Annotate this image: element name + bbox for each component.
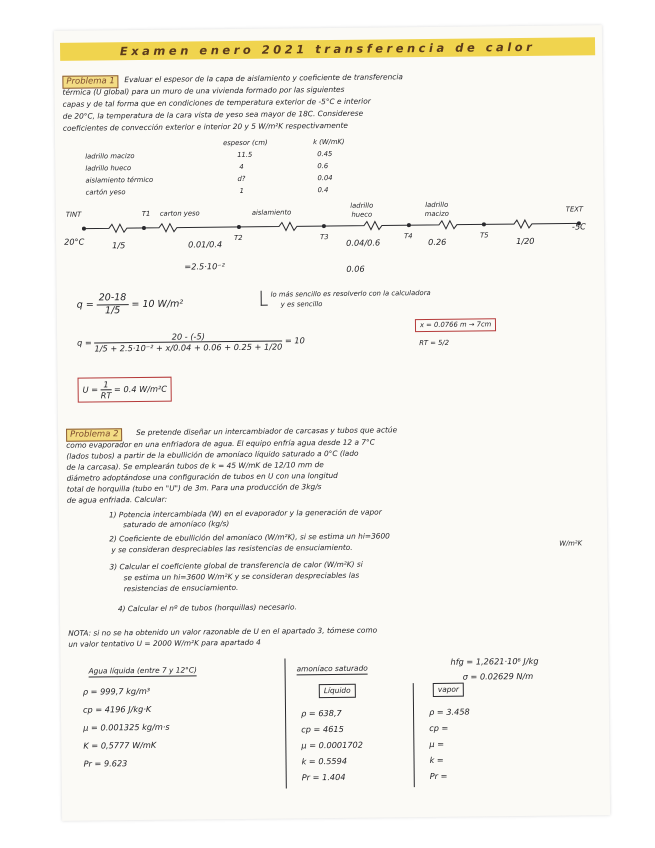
exam-title: Examen enero 2021 transferencia de calor	[60, 37, 595, 61]
vapor-property: ρ = 3.458	[428, 706, 470, 717]
problem2-text-line: de la carcasa). Se emplearán tubos de k = 45 W/mK de 12/10 mm de	[66, 460, 324, 472]
left-temperature: 20°C	[64, 236, 85, 247]
node-label: T4	[404, 232, 413, 241]
vapor-label: vapor	[433, 683, 464, 697]
result-rt: RT = 5/2	[419, 338, 450, 348]
resistance-value: 0.06	[346, 263, 365, 274]
problem1-text-line: Evaluar el espesor de la capa de aislamiento y coeficiente de transferencia	[124, 72, 403, 85]
arrow-note-line: y es sencillo	[280, 300, 323, 309]
table-header-espesor: espesor (cm)	[223, 138, 268, 148]
eq1-denominator: 1/5	[104, 305, 121, 317]
eq1-numerator: 20-18	[97, 292, 129, 305]
result-x-box: x = 0.0766 m → 7cm	[415, 318, 496, 332]
material-name: cartón yeso	[85, 188, 126, 197]
node-label: T3	[320, 233, 329, 242]
question-item: 1) Potencia intercambiada (W) en el evaporador y la generación de vapor	[108, 507, 382, 520]
vapor-property: Pr =	[429, 770, 448, 781]
u-fraction	[101, 379, 112, 400]
eq2-den-part: x/0.04	[165, 342, 192, 353]
note-line: un valor tentativo U = 2000 W/m²K para apartado 4	[68, 637, 261, 649]
right-temperature: -5C	[571, 221, 586, 232]
vapor-property: μ =	[429, 738, 445, 749]
problem1-text-line: de 20°C, la temperatura de la cara vista de yeso sea mayor de 18C. Considerese	[62, 108, 364, 121]
problem2-text-line: de agua enfriada. Calcular:	[66, 494, 168, 505]
arrow-note-icon	[261, 291, 268, 306]
node-label: T2	[234, 233, 243, 243]
material-name: ladrillo macizo	[85, 152, 135, 161]
hi-margin-unit: W/m²K	[559, 539, 583, 548]
eq2-lhs: q =	[77, 337, 92, 348]
node-t2	[237, 225, 241, 229]
eq2-numerator: 20 - (-5)	[94, 331, 282, 344]
resistance-value: 0.01/0.4	[188, 239, 223, 250]
question-item: y se consideran despreciables las resistencias de ensuciamiento.	[111, 542, 353, 555]
question-item: se estima un hi=3600 W/m²K y se consideran despreciables las	[123, 570, 360, 583]
problem2-text-line: como evaporador en una enfriadora de agua. El equipo enfría agua desde 12 a 7°C	[66, 437, 375, 450]
water-heading: Agua líquida (entre 7 y 12°C)	[88, 665, 197, 676]
eq2-den-part: 1/5	[94, 343, 108, 354]
node-tint	[82, 227, 86, 231]
eq2-rhs: = 10	[284, 335, 305, 346]
resistance-value: 0.26	[428, 236, 447, 247]
problem2-text-line: Se pretende diseñar un intercambiador de carcasas y tubos que actúe	[136, 425, 398, 438]
eq2-den-part: + 2.5·10⁻² +	[110, 342, 163, 354]
resistance-line	[84, 219, 579, 232]
problem1-text-line: térmica (U global) para un muro de una vivienda formado por las siguientes	[62, 84, 345, 97]
water-property: cp = 4196 J/kg·K	[82, 703, 152, 715]
exam-page	[54, 25, 610, 821]
vapor-property: k =	[429, 754, 444, 765]
question-item: resistencias de ensuciamiento.	[123, 582, 239, 594]
u-lhs: U =	[82, 384, 99, 395]
problem1-label: Problema 1	[62, 75, 119, 89]
problem2-label: Problema 2	[66, 428, 123, 442]
question-item: 4) Calcular el nº de tubos (horquillas) necesario.	[117, 602, 297, 614]
equation-2	[77, 330, 305, 353]
diagram-label: T1	[141, 209, 151, 218]
question-item: 3) Calcular el coeficiente global de transferencia de calor (W/m²K) si	[109, 559, 363, 572]
material-espesor: d?	[237, 174, 246, 183]
u-rhs: = 0.4 W/m²C	[113, 383, 167, 395]
problem2-text-line: diámetro adoptándose una configuración de tubos en U con una longitud	[66, 470, 338, 483]
resistance-value: =2.5·10⁻²	[184, 261, 225, 272]
resistance-value: 1/5	[112, 240, 126, 251]
column-divider	[284, 659, 286, 789]
material-k: 0.45	[317, 149, 333, 159]
material-k: 0.4	[317, 186, 329, 195]
liquid-property: cp = 4615	[301, 723, 344, 735]
u-denominator: RT	[100, 390, 112, 401]
eq2-denominator	[94, 342, 282, 354]
note-line: NOTA: si no se ha obtenido un valor razonable de U en el apartado 3, tómese como	[68, 625, 378, 638]
diagram-label: aislamiento	[251, 208, 292, 217]
material-espesor: 1	[239, 186, 244, 195]
node-t4	[407, 223, 411, 227]
column-divider	[413, 683, 415, 787]
water-property: ρ = 999,7 kg/m³	[82, 685, 151, 697]
eq2-den-part: + 0.06 + 0.25 +	[193, 341, 262, 353]
material-k: 0.6	[317, 162, 329, 171]
liquid-property: μ = 0.0001702	[301, 739, 363, 751]
diagram-label: TINT	[65, 210, 82, 219]
liquid-property: ρ = 638,7	[300, 707, 342, 719]
water-property: μ = 0.001325 kg/m·s	[83, 721, 170, 733]
u-numerator: 1	[101, 379, 112, 390]
question-item: 2) Coeficiente de ebullición del amoníaco (W/m²K), si se estima un hi=3600	[109, 531, 390, 544]
table-header-k: k (W/mK)	[313, 137, 345, 147]
arrow-note-line: lo más sencillo es resolverlo con la calculadora	[270, 288, 431, 299]
ammonia-heading: amoníaco saturado	[296, 663, 368, 674]
material-espesor: 4	[239, 162, 244, 171]
material-espesor: 11.5	[237, 150, 253, 159]
question-item: saturado de amoníaco (kg/s)	[123, 519, 230, 530]
eq1-fraction	[97, 292, 129, 317]
liquid-property: Pr = 1.404	[301, 771, 346, 783]
equation-1	[77, 292, 184, 318]
eq1-lhs: q =	[76, 299, 94, 311]
diagram-label: carton yeso	[159, 209, 200, 218]
ammonia-sigma: σ = 0.02629 N/m	[462, 670, 534, 682]
material-k: 0.04	[317, 173, 333, 183]
node-t3	[322, 224, 326, 228]
eq1-rhs: = 10 W/m²	[131, 298, 184, 311]
problem1-text-line: coeficientes de convección exterior e interior 20 y 5 W/m²K respectivamente	[62, 120, 348, 133]
diagram-label: ladrillo hueco	[350, 201, 374, 219]
vapor-property: cp =	[429, 722, 449, 733]
eq2-fraction	[94, 331, 282, 354]
diagram-label: ladrillo macizo	[424, 200, 449, 219]
problem2-text-line: total de horquilla (tubo en "U") de 3m. Para una producción de 3kg/s	[66, 482, 322, 494]
node-t1	[142, 226, 146, 230]
problem2-text-line: (lados tubos) a partir de la ebullición de amoníaco líquido saturado a 0°C (lado	[66, 448, 359, 461]
water-property: Pr = 9.623	[83, 758, 128, 769]
problem1-text-line: capas y de tal forma que en condiciones de temperatura exterior de -5°C e interior	[62, 96, 371, 109]
water-property: K = 0,5777 W/mK	[83, 739, 157, 751]
diagram-label: TEXT	[565, 205, 584, 214]
liquid-property: k = 0.5594	[301, 755, 348, 767]
material-name: aislamiento térmico	[85, 175, 154, 185]
ammonia-hfg: hfg = 1,2621·10⁶ J/kg	[450, 655, 539, 667]
u-result-box	[78, 377, 173, 403]
eq2-den-part: 1/20	[263, 341, 283, 352]
node-label: T5	[480, 231, 489, 240]
liquid-label: Líquido	[319, 684, 356, 698]
resistance-value: 1/20	[516, 235, 535, 247]
material-name: ladrillo hueco	[85, 164, 132, 173]
node-t5	[482, 222, 486, 226]
resistance-value: 0.04/0.6	[346, 237, 381, 248]
